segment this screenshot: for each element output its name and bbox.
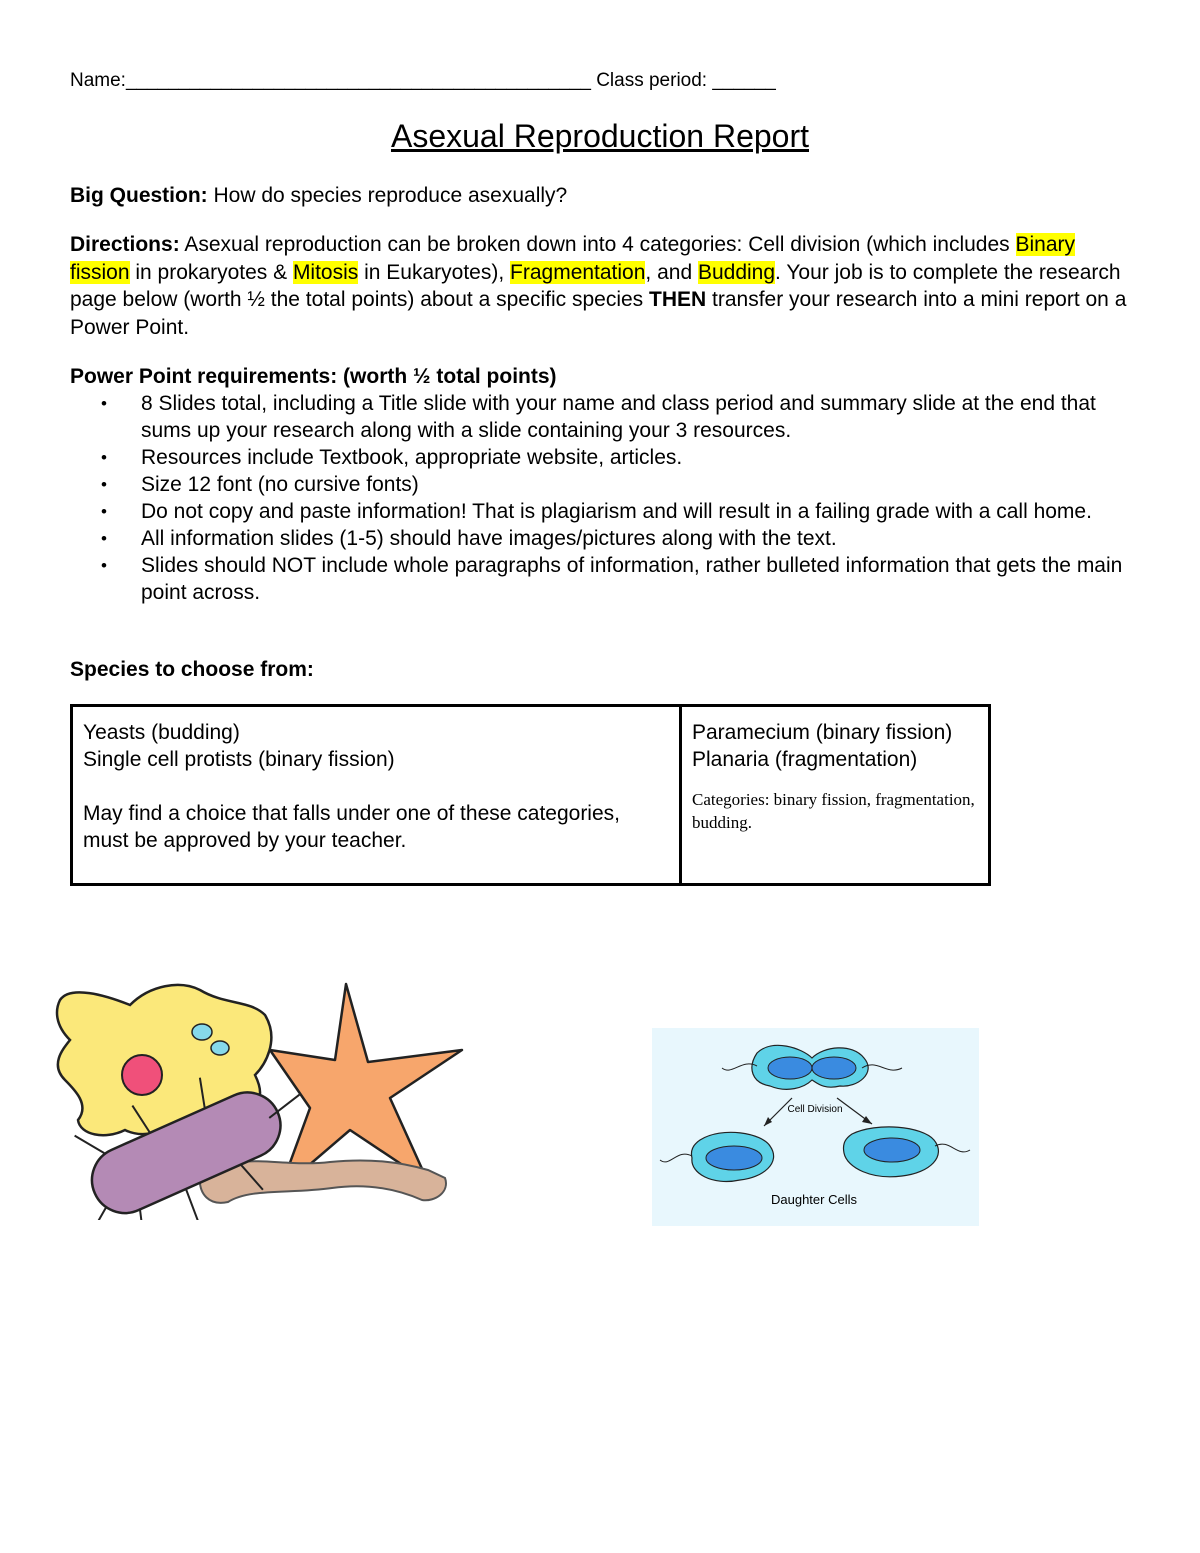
bullet: • [101, 448, 107, 467]
highlight-fragmentation: Fragmentation [510, 260, 646, 284]
class-period-label: Class period: [596, 70, 708, 91]
categories-note: Categories: binary fission, fragmentation, budding. [692, 790, 975, 832]
bullet: • [101, 502, 107, 521]
amoeba-nucleus [122, 1055, 162, 1095]
highlight-binary-fission: Binary fission [70, 233, 1076, 284]
directions-text: transfer your research into a mini report on a Power Point. [70, 288, 1127, 339]
star-shape [270, 984, 462, 1190]
big-question [70, 182, 1135, 210]
vacuole [211, 1041, 229, 1055]
list-item-text: Resources include Textbook, appropriate website, articles. [141, 446, 683, 469]
class-period-blank: ______ [712, 70, 776, 91]
big-question-label: Big Question: [70, 184, 208, 207]
directions-text: in Eukaryotes), [358, 260, 511, 284]
requirements-list [70, 390, 1130, 606]
list-item [70, 471, 1130, 498]
list-item [70, 552, 1130, 606]
directions-text: , and [645, 260, 698, 284]
species-heading: Species to choose from: [70, 658, 314, 681]
bullet: • [101, 394, 107, 413]
species-cell-left [72, 706, 681, 885]
daughter-cells-label: Daughter Cells [771, 1192, 857, 1207]
name-label: Name: [70, 70, 126, 91]
species-option: Paramecium (binary fission) [692, 721, 953, 744]
directions-then: THEN [649, 288, 707, 311]
list-item [70, 444, 1130, 471]
species-note: May find a choice that falls under one of these categories, must be approved by your teacher. [83, 802, 620, 852]
species-option: Planaria (fragmentation) [692, 748, 918, 771]
bullet: • [101, 556, 107, 575]
directions-text: in prokaryotes & [129, 260, 293, 284]
list-item [70, 390, 1130, 444]
highlight-budding: Budding [697, 260, 776, 284]
list-item [70, 525, 1130, 552]
requirements-heading: Power Point requirements: (worth ½ total points) [70, 365, 557, 388]
page-title: Asexual Reproduction Report [390, 118, 809, 154]
list-item-text: All information slides (1-5) should have images/pictures along with the text. [141, 527, 837, 550]
vacuole [192, 1024, 212, 1040]
species-table [70, 704, 991, 886]
big-question-text: How do species reproduce asexually? [207, 184, 568, 207]
cell-division-diagram [652, 1028, 979, 1226]
list-item-text: Size 12 font (no cursive fonts) [141, 473, 419, 496]
cell-division-label: Cell Division [787, 1104, 843, 1115]
name-blank: ____________________________________________ [125, 70, 591, 91]
species-option: Single cell protists (binary fission) [83, 748, 395, 771]
directions [70, 231, 1135, 341]
highlight-mitosis: Mitosis [292, 260, 359, 284]
directions-label: Directions: [70, 233, 180, 256]
list-item [70, 498, 1130, 525]
microorganisms-illustration [50, 980, 480, 1220]
list-item-text: Slides should NOT include whole paragraphs of information, rather bulleted information that gets the main point across. [141, 554, 1123, 604]
directions-text: . Your job is to complete the research page below (worth ½ the total points) about a specific species [70, 260, 1121, 311]
header-line [70, 70, 776, 92]
list-item-text: Do not copy and paste information! That is plagiarism and will result in a failing grade with a call home. [141, 500, 1092, 523]
species-option: Yeasts (budding) [83, 721, 240, 744]
list-item-text: 8 Slides total, including a Title slide with your name and class period and summary slide at the end that sums up your research along with a slide containing your 3 resources. [141, 392, 1096, 442]
directions-text: Asexual reproduction can be broken down into 4 categories: Cell division (which includes [179, 233, 1016, 256]
species-cell-right [681, 706, 990, 885]
bullet: • [101, 529, 107, 548]
bullet: • [101, 475, 107, 494]
